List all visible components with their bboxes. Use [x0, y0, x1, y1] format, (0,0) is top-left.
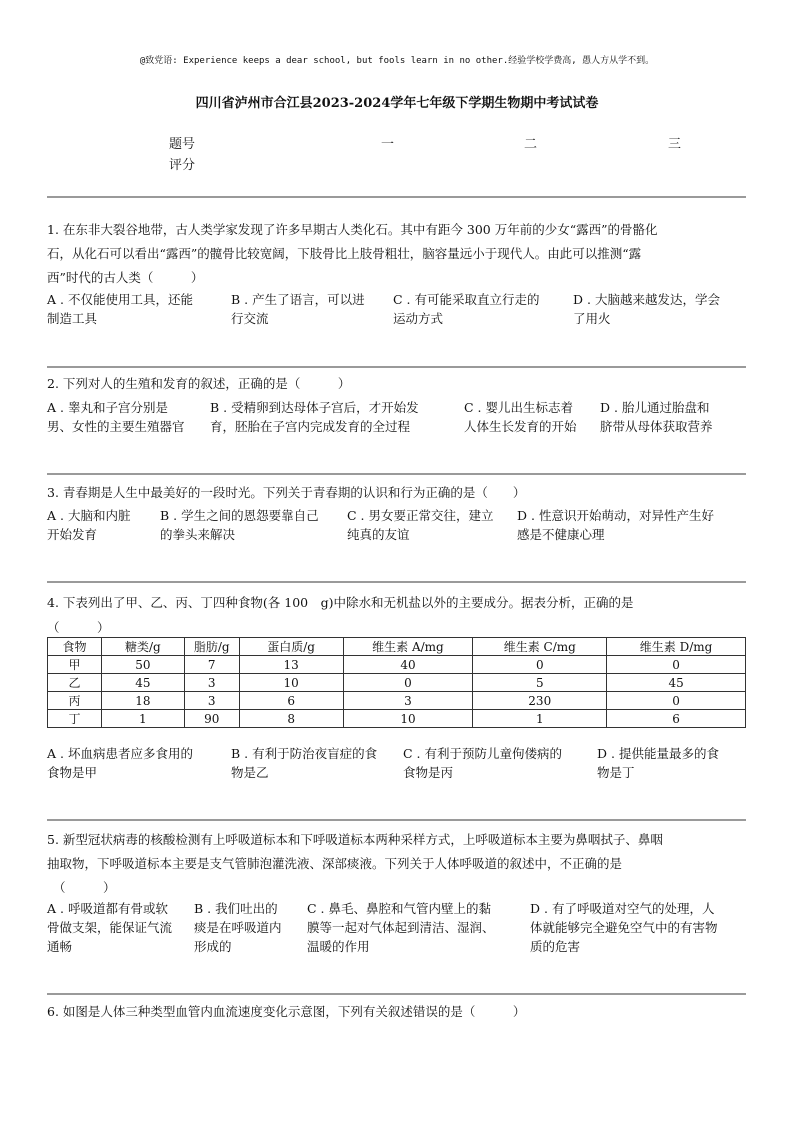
table-header: 蛋白质/g — [239, 638, 343, 656]
q5-option-b[interactable] — [194, 899, 304, 956]
table-cell: 丁 — [48, 710, 102, 728]
page-title: 四川省泸州市合江县2023-2024学年七年级下学期生物期中考试试卷 — [195, 96, 599, 111]
option-line: 开始发育 — [47, 527, 98, 542]
option-line: C . 男女要正常交往，建立 — [347, 508, 494, 523]
option-line: C . 有可能采取直立行走的 — [393, 292, 540, 307]
q5-option-a[interactable] — [47, 899, 192, 956]
option-line: 痰是在呼吸道内 — [194, 920, 282, 935]
table-header: 维生素 C/mg — [473, 638, 607, 656]
separator-rule — [47, 196, 746, 198]
question-4-stem — [47, 590, 746, 640]
separator-rule — [47, 473, 746, 475]
question-1-stem — [47, 218, 746, 290]
q5-option-c[interactable] — [307, 899, 525, 956]
option-line: A . 睾丸和子宫分别是 — [47, 400, 168, 415]
table-row — [48, 692, 746, 710]
table-header: 食物 — [48, 638, 102, 656]
q1-option-a[interactable] — [47, 290, 227, 328]
table-cell: 甲 — [48, 656, 102, 674]
option-line: C . 有利于预防儿童佝偻病的 — [403, 746, 562, 761]
option-line: 脐带从母体获取营养 — [600, 419, 713, 434]
separator-rule — [47, 581, 746, 583]
q1-option-b[interactable] — [231, 290, 391, 328]
option-line: 了用火 — [573, 311, 611, 326]
q4-option-a[interactable] — [47, 744, 227, 782]
question-6-stem — [47, 1000, 746, 1024]
q3-option-d[interactable] — [517, 506, 746, 544]
question-stem-line: 5. 新型冠状病毒的核酸检测有上呼吸道标本和下呼吸道标本两种采样方式，上呼吸道标本主要为鼻咽拭子、鼻咽 — [47, 832, 663, 847]
table-cell: 230 — [473, 692, 607, 710]
table-cell: 0 — [343, 674, 473, 692]
question-stem-line: 抽取物，下呼吸道标本主要是支气管肺泡灌洗液、深部痰液。下列关于人体呼吸道的叙述中，不正确的是 — [47, 856, 623, 871]
option-line: B . 受精卵到达母体子宫后，才开始发 — [210, 400, 419, 415]
option-line: D . 有了呼吸道对空气的处理，人 — [530, 901, 715, 916]
table-cell: 18 — [101, 692, 184, 710]
separator-rule — [47, 993, 746, 995]
table-cell: 乙 — [48, 674, 102, 692]
option-line: 体就能够完全避免空气中的有害物 — [530, 920, 718, 935]
q4-option-b[interactable] — [231, 744, 401, 782]
option-line: C . 鼻毛、鼻腔和气管内壁上的黏 — [307, 901, 491, 916]
table-header: 维生素 D/mg — [607, 638, 746, 656]
question-3-stem — [47, 481, 746, 505]
question-stem-line: 1. 在东非大裂谷地带，古人类学家发现了许多早期古人类化石。其中有距今 300 万年前的少女“露西”的骨骼化 — [47, 222, 658, 237]
table-header: 糖类/g — [101, 638, 184, 656]
option-line: 感是不健康心理 — [517, 527, 605, 542]
table-cell: 3 — [184, 674, 239, 692]
question-stem-line: （ ） — [53, 880, 116, 895]
option-line: 男、女性的主要生殖器官 — [47, 419, 185, 434]
score-label-score: 评分 — [169, 158, 196, 173]
table-header: 维生素 A/mg — [343, 638, 473, 656]
question-stem-line: （ ） — [47, 620, 110, 635]
table-cell: 45 — [607, 674, 746, 692]
q4-option-d[interactable] — [597, 744, 747, 782]
option-line: C . 婴儿出生标志着 — [464, 400, 573, 415]
table-cell: 0 — [473, 656, 607, 674]
table-row — [48, 674, 746, 692]
question-stem-line: 6. 如图是人体三种类型血管内血流速度变化示意图，下列有关叙述错误的是（ ） — [47, 1004, 526, 1019]
question-stem-line: 3. 青春期是人生中最美好的一段时光。下列关于青春期的认识和行为正确的是（ ） — [47, 485, 526, 500]
option-line: 的拳头来解决 — [160, 527, 236, 542]
option-line: 制造工具 — [47, 311, 98, 326]
table-header-row — [48, 638, 746, 656]
option-line: 通畅 — [47, 939, 73, 954]
option-line: A . 呼吸道都有骨或软 — [47, 901, 168, 916]
separator-rule — [47, 819, 746, 821]
option-line: D . 性意识开始萌动，对异性产生好 — [517, 508, 714, 523]
option-line: A . 不仅能使用工具，还能 — [47, 292, 193, 307]
option-line: 食物是甲 — [47, 765, 98, 780]
q3-option-a[interactable] — [47, 506, 157, 544]
score-column-3: 三 — [668, 137, 682, 152]
option-line: 物是乙 — [231, 765, 269, 780]
question-stem-line: 2. 下列对人的生殖和发育的叙述，正确的是（ ） — [47, 376, 351, 391]
option-line: 物是丁 — [597, 765, 635, 780]
option-line: B . 学生之间的恩怨要靠自己 — [160, 508, 319, 523]
table-row — [48, 710, 746, 728]
option-line: 人体生长发育的开始 — [464, 419, 577, 434]
table-cell: 45 — [101, 674, 184, 692]
option-line: 温暖的作用 — [307, 939, 370, 954]
q2-option-d[interactable] — [600, 398, 746, 436]
option-line: 骨做支架，能保证气流 — [47, 920, 173, 935]
score-column-1: 一 — [381, 137, 395, 152]
table-cell: 8 — [239, 710, 343, 728]
option-line: 运动方式 — [393, 311, 444, 326]
score-column-2: 二 — [524, 137, 538, 152]
food-nutrition-table — [47, 637, 746, 728]
option-line: 质的危害 — [530, 939, 581, 954]
table-cell: 1 — [473, 710, 607, 728]
option-line: D . 提供能量最多的食 — [597, 746, 719, 761]
option-line: 行交流 — [231, 311, 269, 326]
table-cell: 丙 — [48, 692, 102, 710]
table-row — [48, 656, 746, 674]
question-5-stem — [47, 828, 746, 900]
option-line: 膜等一起对气体起到清洁、湿润、 — [307, 920, 495, 935]
option-line: D . 胎儿通过胎盘和 — [600, 400, 710, 415]
option-line: 食物是丙 — [403, 765, 454, 780]
table-cell: 5 — [473, 674, 607, 692]
option-line: 形成的 — [194, 939, 232, 954]
q1-option-c[interactable] — [393, 290, 571, 328]
option-line: 纯真的友谊 — [347, 527, 410, 542]
table-cell: 0 — [607, 656, 746, 674]
motto-line: @致党语: Experience keeps a dear school, but fools learn in no other.经验学校学费高, 愚人方从学不到。 — [139, 56, 655, 66]
score-label-question: 题号 — [169, 137, 196, 152]
option-line: B . 有利于防治夜盲症的食 — [231, 746, 378, 761]
table-cell: 13 — [239, 656, 343, 674]
question-2-stem — [47, 372, 746, 396]
table-cell: 6 — [239, 692, 343, 710]
table-cell: 1 — [101, 710, 184, 728]
q3-option-c[interactable] — [347, 506, 515, 544]
table-cell: 50 — [101, 656, 184, 674]
q2-option-c[interactable] — [464, 398, 598, 436]
option-line: A . 大脑和内脏 — [47, 508, 131, 523]
q2-option-a[interactable] — [47, 398, 207, 436]
question-stem-line: 西”时代的古人类（ ） — [47, 270, 204, 285]
table-cell: 7 — [184, 656, 239, 674]
table-cell: 6 — [607, 710, 746, 728]
table-cell: 40 — [343, 656, 473, 674]
option-line: A . 坏血病患者应多食用的 — [47, 746, 193, 761]
q3-option-b[interactable] — [160, 506, 345, 544]
question-stem-line: 4. 下表列出了甲、乙、丙、丁四种食物(各 100 g)中除水和无机盐以外的主要成分。据表分析，正确的是 — [47, 595, 634, 610]
option-line: B . 我们吐出的 — [194, 901, 278, 916]
table-cell: 0 — [607, 692, 746, 710]
table-cell: 90 — [184, 710, 239, 728]
separator-rule — [47, 366, 746, 368]
question-stem-line: 石，从化石可以看出“露西”的髋骨比较宽阔，下肢骨比上肢骨粗壮，脑容量远小于现代人。由此可以推测“露 — [47, 246, 642, 261]
table-cell: 10 — [239, 674, 343, 692]
option-line: 育，胚胎在子宫内完成发育的全过程 — [210, 419, 411, 434]
option-line: D . 大脑越来越发达，学会 — [573, 292, 720, 307]
q4-option-c[interactable] — [403, 744, 593, 782]
table-cell: 3 — [343, 692, 473, 710]
table-cell: 10 — [343, 710, 473, 728]
q2-option-b[interactable] — [210, 398, 462, 436]
q1-option-d[interactable] — [573, 290, 748, 328]
table-header: 脂肪/g — [184, 638, 239, 656]
option-line: B . 产生了语言，可以进 — [231, 292, 365, 307]
q5-option-d[interactable] — [530, 899, 746, 956]
table-cell: 3 — [184, 692, 239, 710]
